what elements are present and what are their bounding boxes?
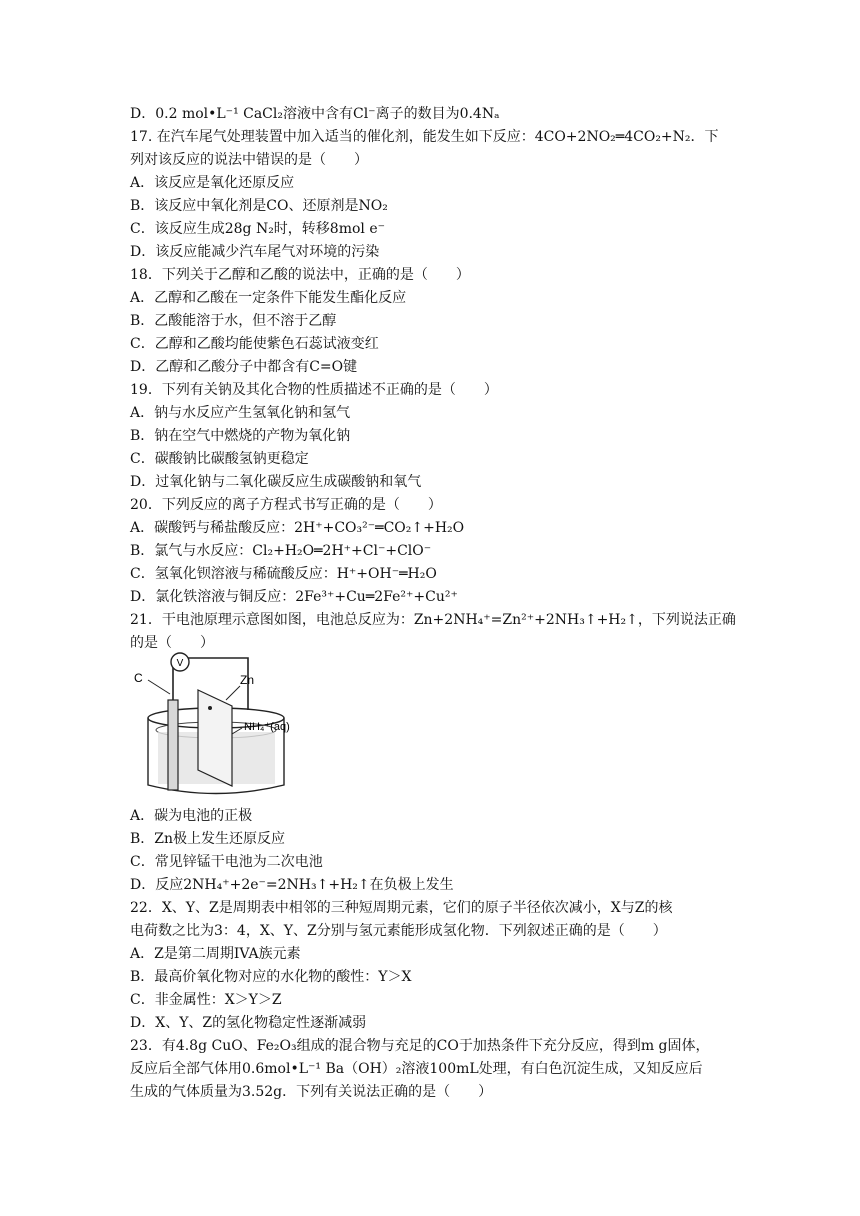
q20-option-b: B．氯气与水反应：Cl₂+H₂O═2H⁺+Cl⁻+ClO⁻: [130, 543, 432, 559]
q19-option-a: A．钠与水反应产生氢氧化钠和氢气: [130, 405, 351, 421]
q20-stem: 20．下列反应的离子方程式书写正确的是（ ）: [130, 497, 442, 513]
q20-option-a: A．碳酸钙与稀盐酸反应：2H⁺+CO₃²⁻═CO₂↑+H₂O: [130, 520, 465, 536]
q20-option-c: C．氢氧化钡溶液与稀硫酸反应：H⁺+OH⁻═H₂O: [130, 566, 437, 582]
q21-option-a: A．碳为电池的正极: [130, 808, 253, 824]
q19-option-c: C．碳酸钠比碳酸氢钠更稳定: [130, 451, 309, 467]
q22-option-c: C．非金属性：X＞Y＞Z: [130, 992, 282, 1008]
q23-stem-line-3: 生成的气体质量为3.52g．下列有关说法正确的是（ ）: [130, 1084, 493, 1100]
q22-stem-line-1: 22．X、Y、Z是周期表中相邻的三种短周期元素，它们的原子半径依次减小，X与Z的核: [130, 900, 673, 916]
q19-option-d: D．过氧化钠与二氧化碳反应生成碳酸钠和氧气: [130, 474, 422, 490]
q17-stem-line-2: 列对该反应的说法中错误的是（ ）: [130, 152, 368, 168]
q18-option-c: C．乙醇和乙酸均能使紫色石蕊试液变红: [130, 336, 379, 352]
q19-stem: 19．下列有关钠及其化合物的性质描述不正确的是（ ）: [130, 382, 498, 398]
q18-option-b: B．乙酸能溶于水，但不溶于乙醇: [130, 313, 337, 329]
carbon-label: C: [134, 671, 143, 685]
voltmeter-label: V: [176, 658, 184, 669]
q19-option-b: B．钠在空气中燃烧的产物为氧化钠: [130, 428, 351, 444]
q17-option-b: B．该反应中氧化剂是CO、还原剂是NO₂: [130, 198, 388, 214]
q23-stem-line-2: 反应后全部气体用0.6mol•L⁻¹ Ba（OH）₂溶液100mL处理，有白色沉淀生成，又知反应后: [130, 1061, 703, 1077]
q21-option-c: C．常见锌锰干电池为二次电池: [130, 854, 323, 870]
q17-option-c: C．该反应生成28g N₂时，转移8mol e⁻: [130, 221, 386, 237]
q21-stem-line-1: 21．干电池原理示意图如图，电池总反应为：Zn+2NH₄⁺=Zn²⁺+2NH₃↑+H₂↑，下列说法正确: [130, 612, 736, 628]
carbon-electrode: [168, 700, 178, 790]
q22-stem-line-2: 电荷数之比为3：4，X、Y、Z分别与氢元素能形成氢化物．下列叙述正确的是（ ）: [130, 923, 667, 939]
q22-option-d: D．X、Y、Z的氢化物稳定性逐渐减弱: [130, 1015, 367, 1031]
q22-option-b: B．最高价氧化物对应的水化物的酸性：Y＞X: [130, 969, 412, 985]
q20-option-d: D．氯化铁溶液与铜反应：2Fe³⁺+Cu═2Fe²⁺+Cu²⁺: [130, 589, 458, 605]
q18-option-d: D．乙醇和乙酸分子中都含有C=O键: [130, 359, 358, 375]
pointer-line: [226, 686, 240, 700]
zinc-electrode: [198, 690, 232, 786]
q17-option-a: A．该反应是氧化还原反应: [130, 175, 295, 191]
q17-option-d: D．该反应能减少汽车尾气对环境的污染: [130, 244, 380, 260]
dot: [208, 706, 212, 710]
pointer-line: [148, 680, 170, 694]
q22-option-a: A．Z是第二周期IVA族元素: [130, 946, 301, 962]
q16-option-d: D．0.2 mol•L⁻¹ CaCl₂溶液中含有Cl⁻离子的数目为0.4Nₐ: [130, 106, 500, 122]
q18-stem: 18．下列关于乙醇和乙酸的说法中，正确的是（ ）: [130, 267, 470, 283]
q17-stem-line-1: 17. 在汽车尾气处理装置中加入适当的催化剂，能发生如下反应：4CO+2NO₂═4CO₂+N₂．下: [130, 129, 719, 145]
q23-stem-line-1: 23．有4.8g CuO、Fe₂O₃组成的混合物与充足的CO于加热条件下充分反应，得到m g固体，: [130, 1038, 710, 1054]
dry-cell-figure: [128, 650, 328, 800]
q21-option-d: D．反应2NH₄⁺+2e⁻=2NH₃↑+H₂↑在负极上发生: [130, 877, 454, 893]
q21-option-b: B．Zn极上发生还原反应: [130, 831, 286, 847]
solution-label: NH₄⁺(aq): [244, 721, 290, 733]
q18-option-a: A．乙醇和乙酸在一定条件下能发生酯化反应: [130, 290, 407, 306]
zinc-label: Zn: [240, 673, 255, 687]
q21-stem-line-2: 的是（ ）: [130, 635, 214, 651]
